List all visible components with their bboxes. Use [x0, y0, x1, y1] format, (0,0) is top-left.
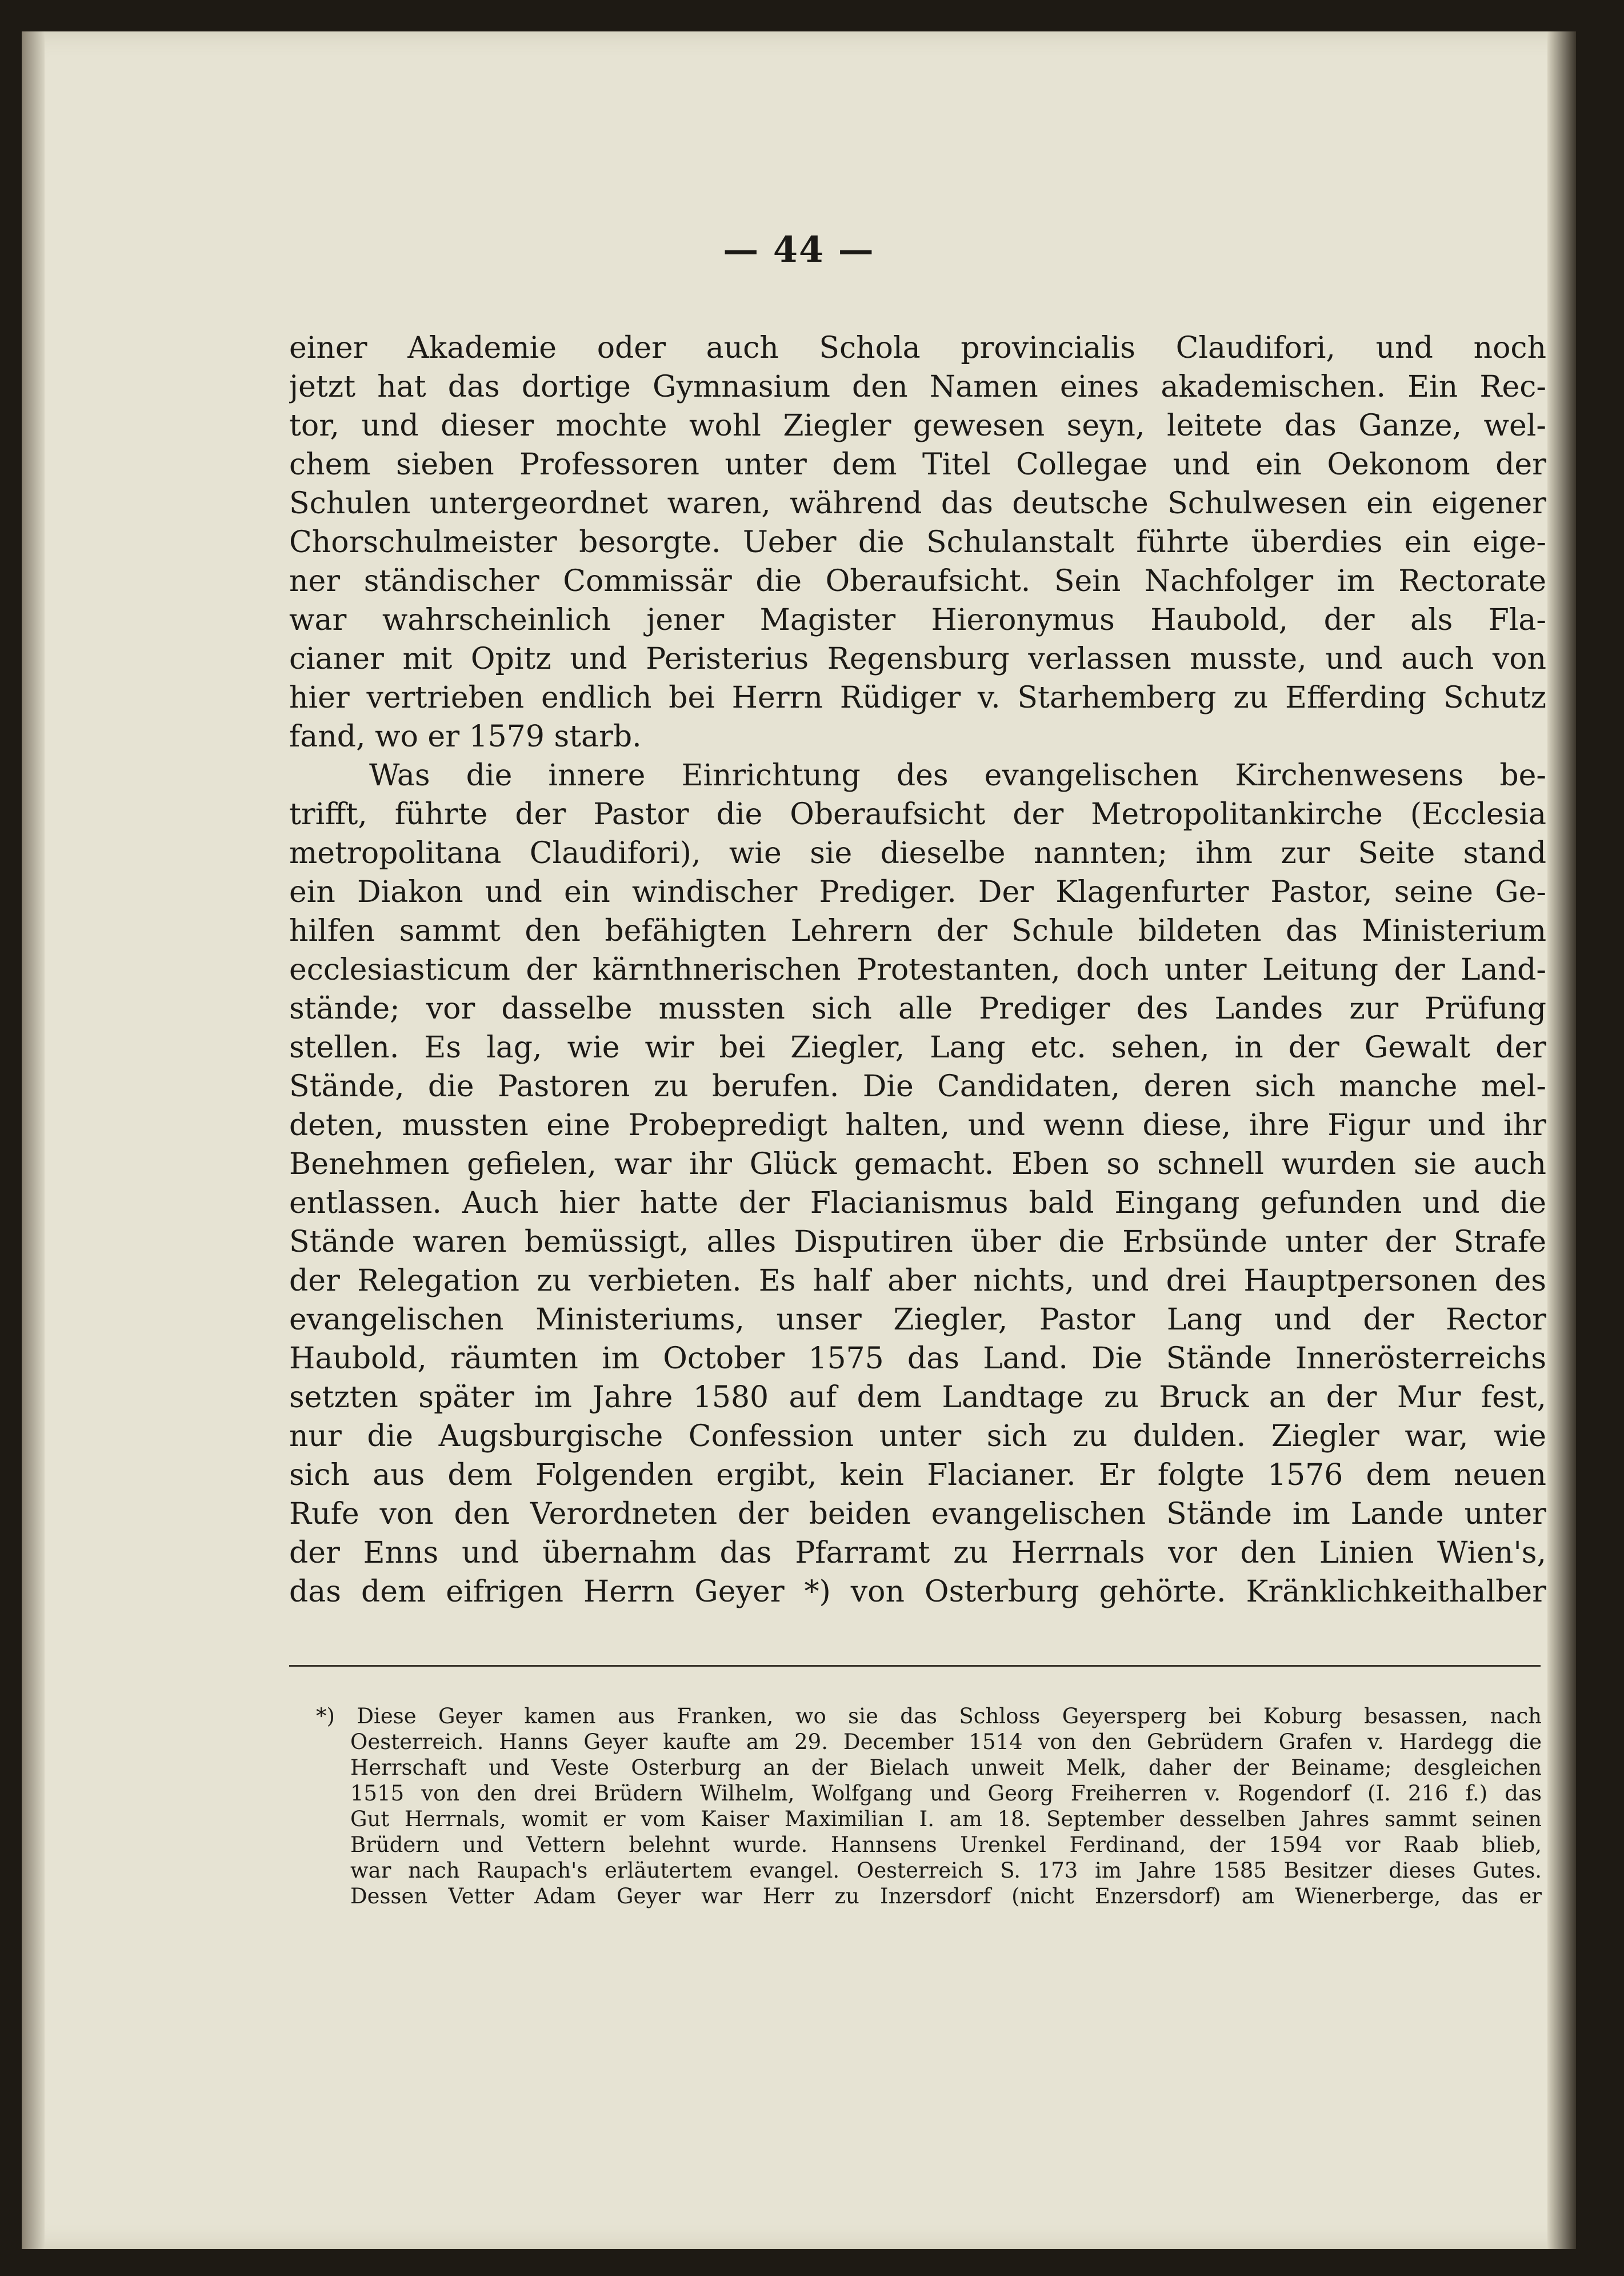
page-number: — 44 — — [723, 229, 875, 270]
text-line: einer Akademie oder auch Schola provincialis Claudifori, und noch — [289, 331, 1546, 365]
page-edge-shadow — [1547, 31, 1576, 2249]
book-page — [22, 31, 1576, 2249]
text-line: Was die innere Einrichtung des evangelischen Kirchenwesens be- — [369, 758, 1546, 793]
text-line: ein Diakon und ein windischer Prediger. Der Klagenfurter Pastor, seine Ge- — [289, 875, 1546, 909]
main-text — [289, 329, 1546, 1611]
text-line: tor, und dieser mochte wohl Ziegler gewesen seyn, leitete das Ganze, wel- — [289, 409, 1546, 443]
text-line: deten, mussten eine Probepredigt halten, und wenn diese, ihre Figur und ihr — [289, 1108, 1546, 1143]
text-line: Stände waren bemüssigt, alles Disputiren über die Erbsünde unter der Strafe — [289, 1225, 1546, 1259]
footnote-separator — [289, 1665, 1541, 1667]
text-line: stände; vor dasselbe mussten sich alle Prediger des Landes zur Prüfung — [289, 992, 1546, 1026]
text-line: metropolitana Claudifori), wie sie dieselbe nannten; ihm zur Seite stand — [289, 836, 1546, 871]
text-line: entlassen. Auch hier hatte der Flacianismus bald Eingang gefunden und die — [289, 1186, 1546, 1220]
text-line: der Enns und übernahm das Pfarramt zu Herrnals vor den Linien Wien's, — [289, 1536, 1546, 1570]
text-line: trifft, führte der Pastor die Oberaufsicht der Metropolitankirche (Ecclesia — [289, 797, 1546, 832]
text-line: jetzt hat das dortige Gymnasium den Namen eines akademischen. Ein Rec- — [289, 370, 1546, 404]
text-line: Benehmen gefielen, war ihr Glück gemacht. Eben so schnell wurden sie auch — [289, 1147, 1546, 1181]
text-line: war wahrscheinlich jener Magister Hieronymus Haubold, der als Fla- — [289, 603, 1546, 637]
text-line: das dem eifrigen Herrn Geyer *) von Osterburg gehörte. Kränklichkeithalber — [289, 1575, 1546, 1609]
text-line: fand, wo er 1579 starb. — [289, 720, 642, 754]
text-line: cianer mit Opitz und Peristerius Regensburg verlassen musste, und auch von — [289, 642, 1546, 676]
text-line: Rufe von den Verordneten der beiden evangelischen Stände im Lande unter — [289, 1497, 1546, 1531]
footnote-line: Herrschaft und Veste Osterburg an der Bielach unweit Melk, daher der Beiname; desgleichen — [350, 1755, 1542, 1780]
footnote-line: 1515 von den drei Brüdern Wilhelm, Wolfgang und Georg Freiherren v. Rogendorf (I. 216 f.) das — [350, 1781, 1542, 1806]
text-line: Chorschulmeister besorgte. Ueber die Schulanstalt führte überdies ein eige- — [289, 525, 1546, 560]
text-line: stellen. Es lag, wie wir bei Ziegler, Lang etc. sehen, in der Gewalt der — [289, 1031, 1546, 1065]
footnote-line: war nach Raupach's erläutertem evangel. Oesterreich S. 173 im Jahre 1585 Besitzer dieses Gutes. — [350, 1858, 1542, 1883]
footnote-line: Brüdern und Vettern belehnt wurde. Hannsens Urenkel Ferdinand, der 1594 vor Raab blieb, — [350, 1832, 1542, 1857]
text-line: Stände, die Pastoren zu berufen. Die Candidaten, deren sich manche mel- — [289, 1069, 1546, 1104]
text-line: sich aus dem Folgenden ergibt, kein Flacianer. Er folgte 1576 dem neuen — [289, 1458, 1546, 1492]
footnote-line: *) Diese Geyer kamen aus Franken, wo sie das Schloss Geyersperg bei Koburg besassen, nach — [316, 1704, 1542, 1728]
text-line: nur die Augsburgische Confession unter sich zu dulden. Ziegler war, wie — [289, 1419, 1546, 1454]
text-line: ecclesiasticum der kärnthnerischen Protestanten, doch unter Leitung der Land- — [289, 953, 1546, 987]
text-line: evangelischen Ministeriums, unser Ziegler, Pastor Lang und der Rector — [289, 1303, 1546, 1337]
footnote-line: Oesterreich. Hanns Geyer kaufte am 29. December 1514 von den Gebrüdern Grafen v. Hardegg die — [350, 1730, 1542, 1754]
text-line: Haubold, räumten im October 1575 das Land. Die Stände Innerösterreichs — [289, 1341, 1546, 1376]
footnotes — [316, 1703, 1542, 1909]
text-line: setzten später im Jahre 1580 auf dem Landtage zu Bruck an der Mur fest, — [289, 1380, 1546, 1415]
text-line: ner ständischer Commissär die Oberaufsicht. Sein Nachfolger im Rectorate — [289, 564, 1546, 598]
text-line: Schulen untergeordnet waren, während das deutsche Schulwesen ein eigener — [289, 486, 1546, 521]
text-line: hilfen sammt den befähigten Lehrern der Schule bildeten das Ministerium — [289, 914, 1546, 948]
text-line: hier vertrieben endlich bei Herrn Rüdiger v. Starhemberg zu Efferding Schutz — [289, 681, 1546, 715]
text-line: der Relegation zu verbieten. Es half aber nichts, und drei Hauptpersonen des — [289, 1264, 1546, 1298]
footnote-line: Dessen Vetter Adam Geyer war Herr zu Inzersdorf (nicht Enzersdorf) am Wienerberge, das er — [350, 1884, 1542, 1908]
footnote-line: Gut Herrnals, womit er vom Kaiser Maximilian I. am 18. September desselben Jahres sammt seinen — [350, 1807, 1542, 1831]
text-line: chem sieben Professoren unter dem Titel Collegae und ein Oekonom der — [289, 448, 1546, 482]
